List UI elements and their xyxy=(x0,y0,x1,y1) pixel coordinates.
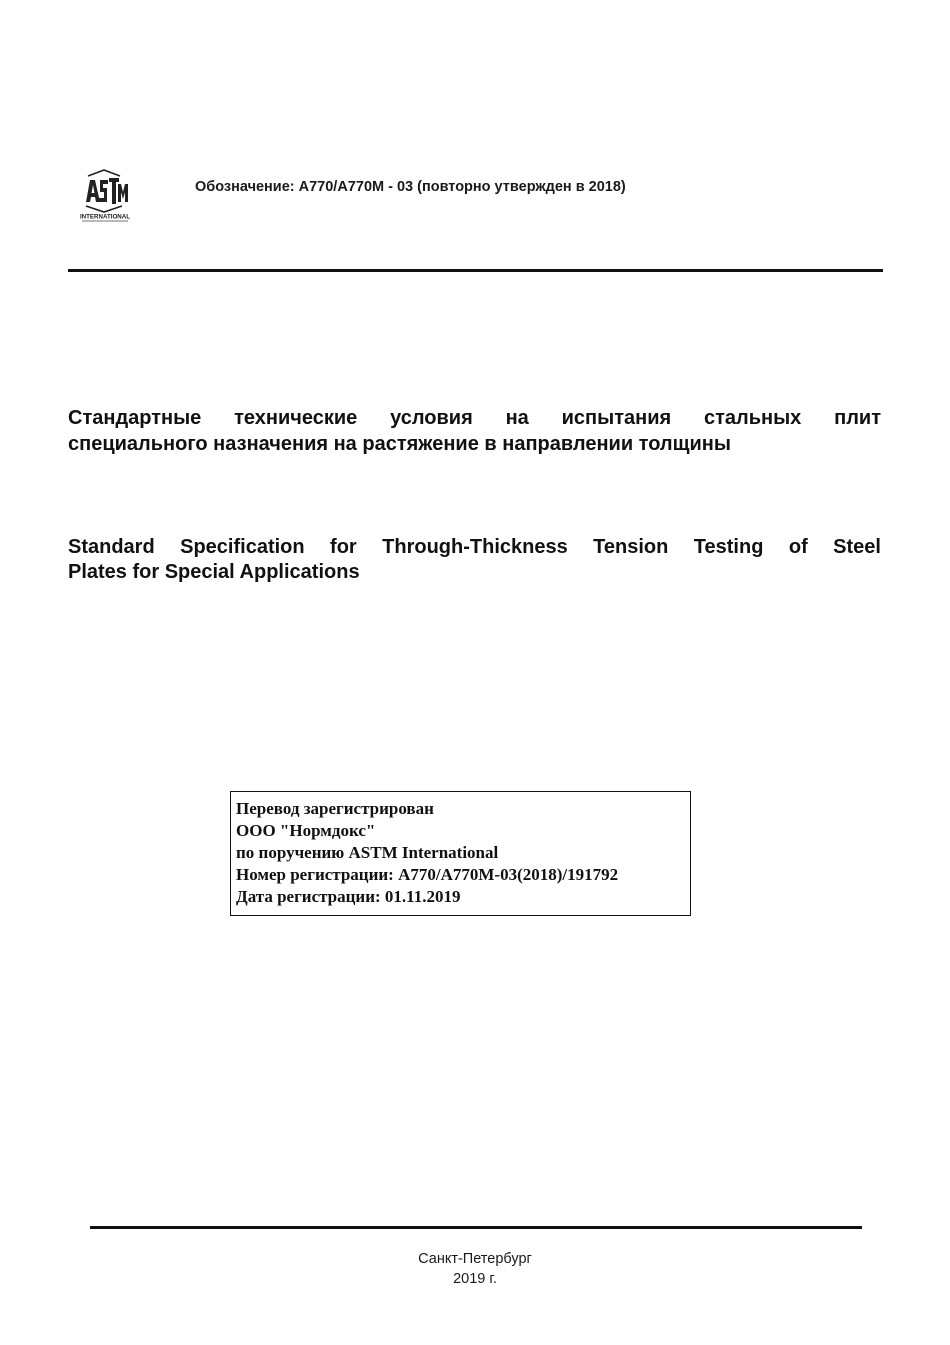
title-en-line-2: Plates for Special Applications xyxy=(68,561,360,583)
title-ru-line-1: Стандартные технические условия на испытания стальных плит xyxy=(68,407,881,429)
registration-line-3: по поручению ASTM International xyxy=(236,843,499,862)
registration-number: Номер регистрации: A770/A770M-03(2018)/191792 xyxy=(236,865,619,884)
registration-stamp xyxy=(230,791,691,916)
footer-city: Санкт-Петербург xyxy=(418,1251,532,1267)
logo-caption: INTERNATIONAL xyxy=(79,213,131,221)
title-russian xyxy=(68,405,881,457)
bottom-divider xyxy=(90,1226,862,1229)
registration-line-2: ООО "Нормдокс" xyxy=(236,821,376,840)
registration-line-1: Перевод зарегистрирован xyxy=(236,799,434,818)
astm-logo xyxy=(78,166,132,222)
top-divider xyxy=(68,269,883,272)
title-ru-line-2: специального назначения на растяжение в направлении толщины xyxy=(68,433,731,455)
title-en-line-1: Standard Specification for Through-Thickness Tension Testing of Steel xyxy=(68,536,881,558)
registration-date: Дата регистрации: 01.11.2019 xyxy=(236,887,461,906)
title-english xyxy=(68,535,881,585)
astm-international-logo-icon xyxy=(78,166,132,222)
footer-year: 2019 г. xyxy=(453,1271,497,1287)
document-designation: Обозначение: A770/A770M - 03 (повторно утвержден в 2018) xyxy=(195,179,626,195)
